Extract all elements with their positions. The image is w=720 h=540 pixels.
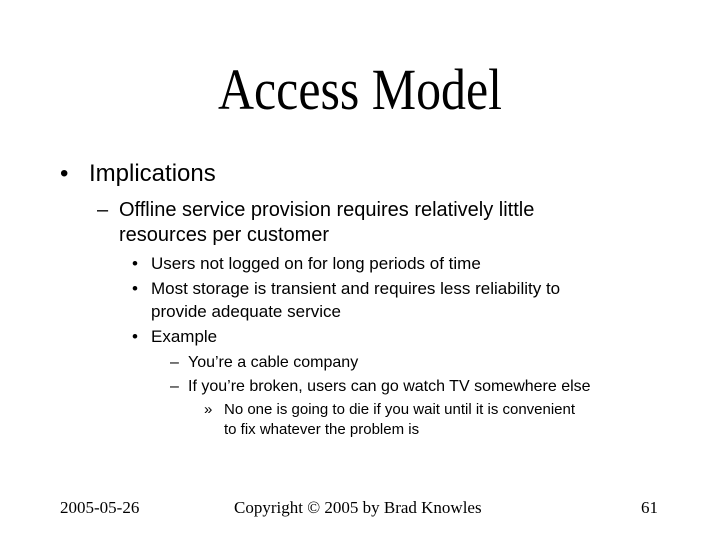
bullet-text-line1: No one is going to die if you wait until it is convenient bbox=[224, 401, 576, 418]
bullet-level1 bbox=[0, 160, 720, 190]
bullet-marker: • bbox=[132, 327, 138, 346]
bullet-level3-item bbox=[0, 325, 720, 349]
bullet-text-line2: to fix whatever the problem is bbox=[224, 421, 420, 438]
bullet-text-line1: Most storage is transient and requires less reliability to bbox=[151, 279, 561, 298]
bullet-level3-item bbox=[0, 252, 720, 276]
bullet-text-line1: Offline service provision requires relatively little bbox=[119, 199, 535, 221]
dash-marker: – bbox=[170, 354, 179, 371]
footer-page-number: 61 bbox=[641, 498, 658, 517]
bullet-text: Implications bbox=[89, 160, 216, 187]
chevron-marker: » bbox=[204, 401, 213, 418]
dash-marker: – bbox=[97, 199, 109, 221]
bullet-level3-item bbox=[0, 277, 720, 325]
bullet-text: You’re a cable company bbox=[188, 354, 359, 371]
bullet-marker: • bbox=[132, 279, 138, 298]
bullet-text: Users not logged on for long periods of time bbox=[151, 254, 481, 273]
dash-marker: – bbox=[170, 378, 179, 395]
bullet-marker: • bbox=[60, 160, 69, 187]
bullet-level5-item bbox=[0, 400, 720, 442]
bullet-level4-item bbox=[0, 375, 720, 397]
footer-date: 2005-05-26 bbox=[60, 498, 140, 517]
bullet-text: Example bbox=[151, 327, 218, 346]
footer-copyright: Copyright © 2005 by Brad Knowles bbox=[234, 498, 482, 517]
slide-title: Access Model bbox=[218, 57, 502, 122]
bullet-level4-item bbox=[0, 351, 720, 373]
bullet-text: If you’re broken, users can go watch TV somewhere else bbox=[188, 378, 591, 395]
bullet-level2 bbox=[0, 198, 720, 248]
bullet-marker: • bbox=[132, 254, 138, 273]
bullet-text-line2: provide adequate service bbox=[151, 302, 341, 321]
bullet-text-line2: resources per customer bbox=[119, 224, 330, 246]
